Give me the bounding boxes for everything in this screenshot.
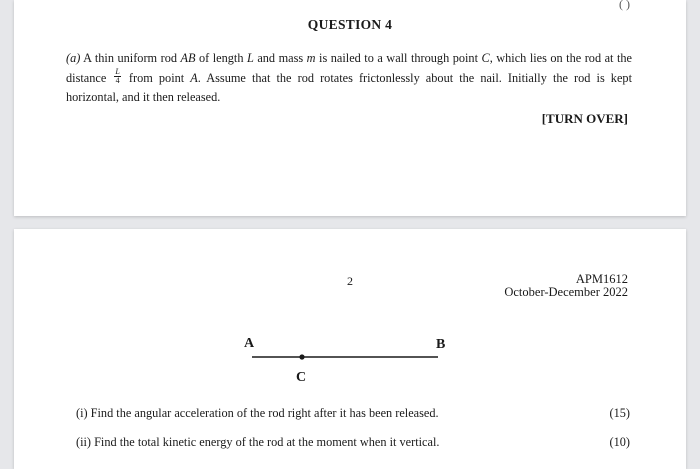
exam-term: October-December 2022	[504, 285, 628, 299]
text-segment-3: and mass	[253, 51, 307, 65]
turn-over-note: [TURN OVER]	[541, 111, 628, 126]
corner-mark: ( )	[619, 0, 630, 11]
part-i-marks: (15)	[609, 406, 630, 420]
rod-name: AB	[180, 51, 196, 65]
distance-fraction	[114, 68, 120, 85]
label-c: C	[296, 370, 307, 385]
part-ii-text: (ii) Find the total kinetic energy of the rod at the moment when it vertical.	[76, 435, 440, 449]
exam-page-top	[14, 0, 686, 216]
part-ii-marks: (10)	[609, 435, 630, 449]
mass-symbol: m	[306, 51, 316, 65]
text-segment-4: is nailed to a wall through point	[315, 51, 482, 65]
page-number: 2	[347, 274, 353, 288]
text-segment-7: . Assume that the rod rotates frictonlessly about the nail. Initially the rod is kept horizontal, and it then released.	[66, 70, 632, 104]
point-c-symbol: C	[481, 51, 490, 65]
part-label: (a)	[66, 51, 81, 65]
page-header-right	[504, 273, 628, 299]
question-title: QUESTION 4	[307, 17, 393, 32]
text-segment-6: from point	[122, 70, 191, 85]
course-code: APM1612	[575, 272, 628, 286]
length-symbol: L	[246, 51, 254, 65]
fraction-denominator: 4	[115, 76, 120, 86]
point-a-symbol: A	[190, 70, 198, 85]
fraction-numerator: L	[115, 67, 120, 77]
part-i-text: (i) Find the angular acceleration of the rod right after it has been released.	[76, 406, 439, 420]
nail-point	[299, 354, 304, 359]
text-segment-2: of length	[195, 51, 247, 65]
text-segment-5: , which lies on the rod at the distance	[66, 51, 632, 85]
question-paragraph	[66, 49, 632, 108]
rod-diagram	[238, 329, 458, 389]
exam-page-bottom	[14, 229, 686, 469]
text-segment-1: A thin uniform rod	[80, 51, 181, 65]
label-b: B	[436, 337, 446, 352]
label-a: A	[244, 336, 255, 351]
